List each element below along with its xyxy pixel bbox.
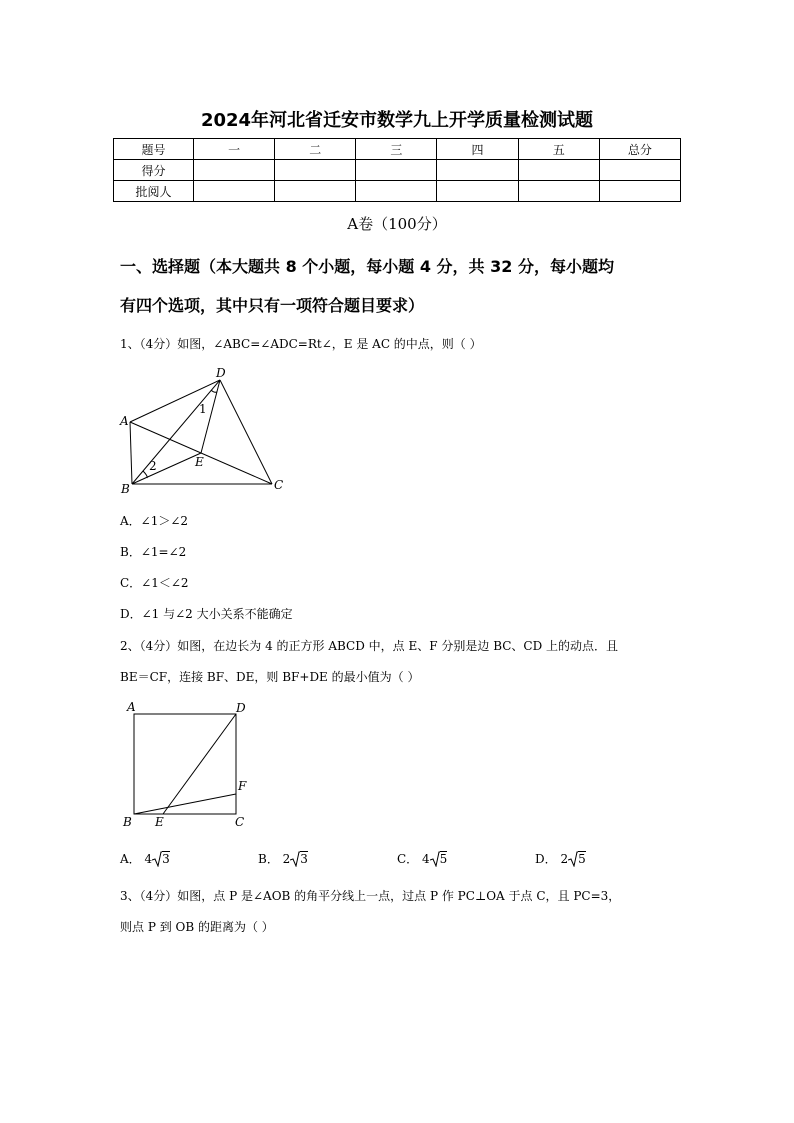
label-angle-2: 2 [149, 459, 157, 473]
question-3-line1: 3、（4分）如图，点 P 是∠AOB 的角平分线上一点，过点 P 作 PC⊥OA 于点 C，且 PC=3， [120, 889, 621, 903]
segment-DE [163, 714, 236, 814]
table-cell [275, 160, 356, 181]
table-cell: 四 [437, 139, 518, 160]
label-C: C [235, 815, 245, 829]
q2-option-b [258, 850, 308, 867]
table-cell: 一 [194, 139, 275, 160]
table-cell [437, 160, 518, 181]
table-cell: 五 [518, 139, 599, 160]
option-coef: 4 [422, 852, 430, 866]
table-cell [437, 181, 518, 202]
table-cell [194, 181, 275, 202]
angle-1-arc [211, 390, 217, 392]
table-cell [599, 181, 680, 202]
table-cell [194, 160, 275, 181]
segment-DC [220, 380, 272, 484]
q2-option-a [120, 850, 170, 867]
radical-sign-icon [290, 851, 300, 867]
option-coef: 2 [282, 852, 291, 866]
segment-BE [132, 453, 201, 484]
label-angle-1: 1 [199, 402, 207, 416]
radical-sign-icon [568, 851, 578, 867]
table-row [114, 160, 681, 181]
table-cell [518, 181, 599, 202]
table-cell [356, 181, 437, 202]
option-letter: A． [120, 852, 141, 866]
q1-option-b: B．∠1=∠2 [120, 545, 187, 559]
table-cell: 总分 [599, 139, 680, 160]
table-cell: 批阅人 [114, 181, 194, 202]
table-cell [356, 160, 437, 181]
volume-heading: A卷（100分） [347, 215, 447, 233]
label-A: A [127, 700, 136, 714]
q2-option-c [397, 850, 447, 867]
label-B: B [123, 815, 132, 829]
label-A: A [120, 414, 129, 428]
label-E: E [155, 815, 164, 829]
q2-option-d [535, 850, 586, 867]
option-letter: C． [397, 852, 419, 866]
label-D: D [236, 701, 246, 715]
table-cell: 题号 [114, 139, 194, 160]
label-F: F [238, 779, 247, 793]
q1-option-a: A．∠1＞∠2 [120, 514, 189, 528]
segment-BF [134, 794, 236, 814]
score-table [113, 138, 681, 202]
table-cell: 得分 [114, 160, 194, 181]
option-letter: D． [535, 852, 557, 866]
table-cell [518, 160, 599, 181]
table-cell [599, 160, 680, 181]
option-coef: 2 [560, 852, 569, 866]
label-C: C [274, 478, 284, 492]
option-radicand: 5 [578, 852, 586, 866]
label-D: D [216, 366, 226, 380]
section-heading-line1: 一、选择题（本大题共 8 个小题，每小题 4 分，共 32 分，每小题均 [120, 257, 614, 276]
page-title: 2024年河北省迁安市数学九上开学质量检测试题 [200, 110, 594, 131]
option-coef: 4 [144, 852, 153, 866]
square-ABCD [134, 714, 236, 814]
question-2-line2: BE＝CF，连接 BF、DE，则 BF+DE 的最小值为（ ） [120, 670, 420, 684]
question-3-line2: 则点 P 到 OB 的距离为（ ） [120, 920, 274, 934]
q1-figure [115, 362, 295, 497]
table-row [114, 181, 681, 202]
option-radicand: 5 [439, 852, 448, 866]
question-1-text: 1、（4分）如图，∠ABC=∠ADC=Rt∠，E 是 AC 的中点，则（ ） [120, 337, 482, 351]
table-cell: 三 [356, 139, 437, 160]
label-E: E [195, 455, 204, 469]
q1-option-c: C．∠1＜∠2 [120, 576, 189, 590]
q2-figure [118, 697, 258, 832]
section-heading-line2: 有四个选项，其中只有一项符合题目要求） [120, 296, 425, 315]
option-radicand: 3 [162, 852, 170, 866]
q1-option-d: D．∠1 与∠2 大小关系不能确定 [120, 607, 293, 621]
option-radicand: 3 [300, 852, 308, 866]
radical-sign-icon [152, 851, 162, 867]
label-B: B [121, 482, 130, 496]
table-row [114, 139, 681, 160]
table-cell: 二 [275, 139, 356, 160]
option-letter: B． [258, 852, 279, 866]
table-cell [275, 181, 356, 202]
segment-AB [130, 422, 132, 484]
radical-sign-icon [430, 851, 440, 867]
question-2-line1: 2、（4分）如图，在边长为 4 的正方形 ABCD 中，点 E、F 分别是边 BC、CD 上的动点．且 [120, 639, 619, 653]
